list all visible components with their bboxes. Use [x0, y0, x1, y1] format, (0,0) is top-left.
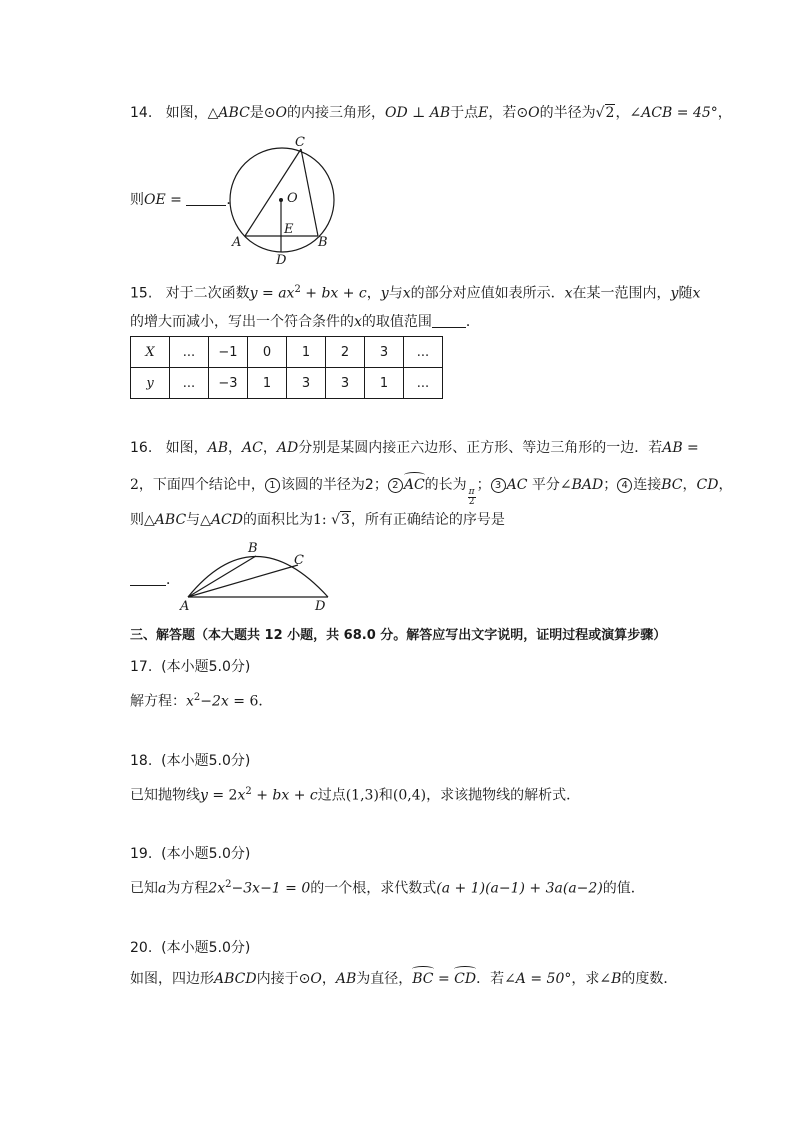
chord-ab: [188, 556, 256, 597]
q19-header: 19. (本小题5.0分): [130, 846, 251, 862]
label-b: B: [248, 541, 258, 556]
q20-body: 如图，四边形ABCD内接于⊙O，AB为直径，BC = CD．若∠A = 50°，求∠B的度数．: [130, 971, 678, 987]
chord-bc: [301, 149, 318, 236]
q16-line-2: 2，下面四个结论中， 1 该圆的半径为2； 2 AC的长为 $\frac{\pi}{2}$ ； 3 AC 平分∠BAD； 4 连接BC，CD，: [130, 477, 733, 507]
label-c: C: [295, 135, 305, 150]
q16-line-3: 则△ABC与△ACD的面积比为1: √3，所有正确结论的序号是: [130, 512, 505, 528]
sqrt-expression: √2: [595, 105, 615, 121]
table-cell: −1: [209, 337, 248, 368]
q18-header: 18. (本小题5.0分): [130, 753, 251, 769]
label-a: A: [180, 599, 190, 614]
sqrt-expression: √3: [331, 512, 350, 528]
table-cell: ...: [170, 337, 209, 368]
answer-blank: [186, 191, 226, 206]
table-cell: ...: [404, 337, 443, 368]
answer-blank: [432, 313, 466, 328]
table-cell: 1: [248, 368, 287, 399]
q15-line-2: 的增大而减小，写出一个符合条件的x的取值范围 ．: [130, 314, 480, 330]
table-cell: 3: [287, 368, 326, 399]
q16-number: 16.: [130, 440, 153, 456]
arc-ac: AC: [403, 477, 425, 493]
center-point: [279, 198, 283, 202]
label-b: B: [318, 235, 328, 250]
table-cell: −3: [209, 368, 248, 399]
q14-line-1: 14. 如图，△ABC是⊙O的内接三角形，OD ⊥ AB于点E，若⊙O的半径为√2，∠ACB = 45°，: [130, 105, 732, 121]
circled-number-1: 1: [265, 478, 280, 493]
label-a: A: [232, 235, 242, 250]
table-row-x: [131, 337, 443, 368]
table-cell: 0: [248, 337, 287, 368]
label-d: D: [315, 599, 326, 614]
circled-number-3: 3: [491, 478, 506, 493]
table-cell: ...: [404, 368, 443, 399]
q16-line-4: ．: [130, 570, 180, 590]
label-e: E: [284, 222, 294, 237]
table-header-y: y: [131, 368, 170, 399]
q14-circle-figure: [222, 130, 350, 268]
circled-number-2: 2: [388, 478, 403, 493]
label-c: C: [294, 553, 304, 568]
q14-line-2: 则OE = ．: [130, 192, 241, 208]
table-cell: ...: [170, 368, 209, 399]
label-o: O: [287, 191, 298, 206]
label-d: D: [276, 253, 287, 268]
q18-body: 已知抛物线$y = 2x^2$ + bx + c过点(1,3)和(0,4)，求该抛物线的解析式．: [130, 786, 581, 804]
arc-cd: CD: [454, 971, 477, 987]
table-cell: 3: [365, 337, 404, 368]
table-cell: 2: [326, 337, 365, 368]
circled-number-4: 4: [617, 478, 632, 493]
q20-header: 20. (本小题5.0分): [130, 940, 251, 956]
q14-number: 14.: [130, 105, 153, 121]
q19-body: 已知a为方程$2x^2-3x-1 = 0$的一个根，求代数式(a + 1)(a−1) + 3a(a−2)的值．: [130, 879, 645, 897]
value-table: [130, 336, 443, 399]
section-3-heading: 三、解答题（本大题共 12 小题，共 68.0 分。解答应写出文字说明，证明过程或演算步骤）: [130, 628, 667, 643]
q15-line-1: 15. 对于二次函数$y = ax^2$ + bx + c，y与x的部分对应值如表所示．x在某一范围内，y随x: [130, 284, 701, 302]
chord-ac: [188, 565, 298, 597]
q17-header: 17. (本小题5.0分): [130, 659, 251, 675]
table-cell: 1: [365, 368, 404, 399]
q16-line-1: 16. 如图，AB，AC，AD分别是某圆内接正六边形、正方形、等边三角形的一边．若AB =: [130, 440, 699, 456]
table-cell: 3: [326, 368, 365, 399]
arc-bc: BC: [412, 971, 434, 987]
answer-blank: [130, 571, 166, 586]
table-cell: 1: [287, 337, 326, 368]
q17-body: 解方程：$x^2-2x = 6$．: [130, 692, 273, 710]
q16-arc-figure: [174, 538, 338, 614]
q15-number: 15.: [130, 285, 153, 302]
table-row-y: [131, 368, 443, 399]
table-header-x: X: [131, 337, 170, 368]
fraction-pi-over-2: $\frac{\pi}{2}$: [468, 487, 475, 507]
